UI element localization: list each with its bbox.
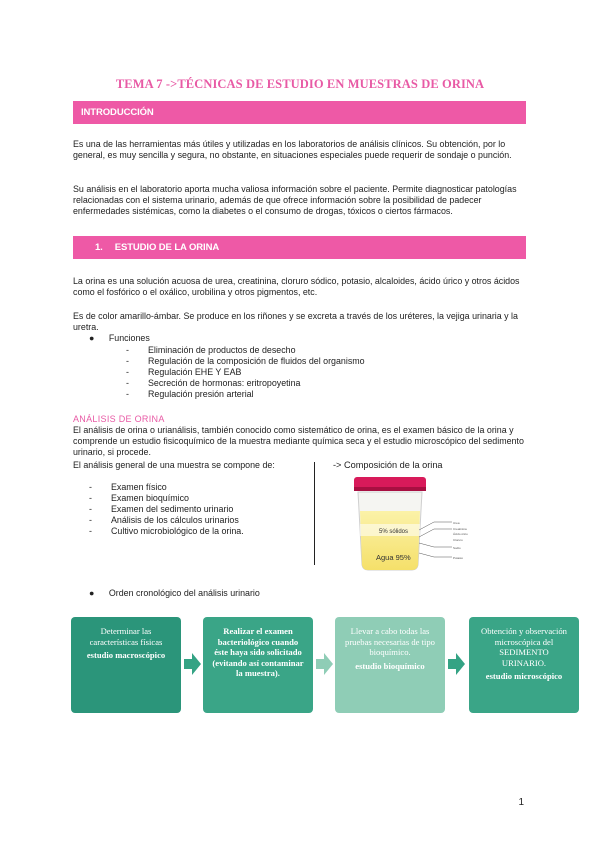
flow-step-bold: estudio microscópico bbox=[485, 671, 563, 681]
section-header-estudio bbox=[73, 236, 526, 259]
page-number: 1 bbox=[518, 797, 524, 808]
flow-step-text: Realizar el examen bacteriológico cuando éste haya sido solicitado (evitando así contaminar la muestra). bbox=[212, 626, 304, 678]
water-label: Agua 95% bbox=[376, 553, 411, 562]
annot-2: Creatinina bbox=[453, 527, 467, 531]
list-item-text: Examen del sedimento urinario bbox=[111, 504, 234, 514]
list-item bbox=[89, 482, 244, 493]
flow-step-text: Obtención y observación microscópica del SEDIMENTO URINARIO. bbox=[481, 626, 567, 668]
list-item bbox=[126, 345, 365, 356]
list-item-text: Eliminación de productos de desecho bbox=[148, 345, 296, 355]
list-item-text: Análisis de los cálculos urinarios bbox=[111, 515, 239, 525]
list-item-text: Examen bioquímico bbox=[111, 493, 189, 503]
functions-list bbox=[126, 345, 365, 400]
functions-label: Funciones bbox=[108, 333, 150, 343]
dash-marker: - bbox=[126, 356, 129, 366]
list-item bbox=[126, 367, 365, 378]
analysis-heading: ANÁLISIS DE ORINA bbox=[73, 414, 165, 424]
annot-4: Cloruro bbox=[453, 538, 463, 542]
dash-marker: - bbox=[89, 504, 92, 514]
column-divider bbox=[314, 462, 315, 565]
annot-1: Urea bbox=[453, 521, 460, 525]
composition-label: -> Composición de la orina bbox=[333, 460, 443, 470]
list-item bbox=[89, 493, 244, 504]
list-item bbox=[126, 378, 365, 389]
list-item bbox=[89, 515, 244, 526]
order-bullet bbox=[89, 588, 260, 598]
page-title: TEMA 7 ->TÉCNICAS DE ESTUDIO EN MUESTRAS DE ORINA bbox=[115, 77, 485, 91]
list-item-text: Regulación presión arterial bbox=[148, 389, 254, 399]
flow-step-2 bbox=[203, 617, 313, 713]
solids-label: 5% sólidos bbox=[379, 529, 409, 535]
components-list bbox=[89, 482, 244, 537]
annot-6: Potasio bbox=[453, 556, 464, 560]
urine-cup-illustration bbox=[349, 475, 489, 575]
section-number: 1. bbox=[95, 242, 103, 253]
intro-paragraph-1: Es una de las herramientas más útiles y utilizadas en los laboratorios de análisis clínicos. Su obtención, por lo general, es muy sencilla y segura, no obstante, en situaciones especiales puede requerir de sondaje o punción. bbox=[73, 139, 512, 160]
analysis-paragraph-1: El análisis de orina o urianálisis, también conocido como sistemático de orina, es el examen básico de la orina y comprende un estudio fisicoquímico de la muestra mediante química seca y el estudio microscópico del sedimento urinario, si procede. bbox=[73, 425, 524, 457]
dash-marker: - bbox=[126, 367, 129, 377]
dash-marker: - bbox=[89, 482, 92, 492]
order-label: Orden cronológico del análisis urinario bbox=[108, 588, 260, 598]
flow-step-text: Determinar las características físicas bbox=[89, 626, 163, 647]
flow-step-bold: estudio bioquímico bbox=[355, 660, 425, 671]
flow-step-1 bbox=[71, 617, 181, 713]
list-item-text: Regulación EHE Y EAB bbox=[148, 367, 242, 377]
list-item-text: Secreción de hormonas: eritropoyetina bbox=[148, 378, 301, 388]
list-item bbox=[89, 526, 244, 537]
list-item-text: Regulación de la composición de fluidos del organismo bbox=[148, 356, 365, 366]
flow-step-3 bbox=[335, 617, 445, 713]
section-header-introduccion bbox=[73, 101, 526, 124]
bullet-dot-icon: ● bbox=[89, 333, 95, 343]
list-item bbox=[126, 389, 365, 400]
dash-marker: - bbox=[126, 389, 129, 399]
functions-bullet bbox=[89, 333, 150, 343]
flow-arrow-icon bbox=[448, 652, 466, 676]
flow-step-text: Llevar a cabo todas las pruebas necesarias de tipo bioquímico. bbox=[345, 626, 435, 657]
flow-step-4 bbox=[469, 617, 579, 713]
intro-paragraph-2: Su análisis en el laboratorio aporta mucha valiosa información sobre el paciente. Permite diagnosticar patologías relacionadas con el sistema urinario, además de que ofrece información sobre la posibilidad de padecer enfermedades sistémicas, como la diabetes o el consumo de drogas, tóxicos o ciertos fármacos. bbox=[73, 184, 517, 216]
analysis-paragraph-2: El análisis general de una muestra se compone de: bbox=[73, 460, 275, 470]
list-item bbox=[126, 356, 365, 367]
dash-marker: - bbox=[89, 515, 92, 525]
urine-paragraph-1: La orina es una solución acuosa de urea, creatinina, cloruro sódico, potasio, alcaloides, ácido úrico y otros ácidos como el fosfórico o el oxálico, urobilina y otros pigmentos, etc. bbox=[73, 276, 520, 297]
dash-marker: - bbox=[126, 345, 129, 355]
flow-arrow-icon bbox=[316, 652, 334, 676]
flow-step-bold: estudio macroscópico bbox=[86, 650, 166, 660]
bullet-dot-icon: ● bbox=[89, 588, 95, 598]
annot-3: Ácido úrico bbox=[453, 532, 468, 536]
list-item bbox=[89, 504, 244, 515]
flow-arrow-icon bbox=[184, 652, 202, 676]
urine-paragraph-2: Es de color amarillo-ámbar. Se produce en los riñones y se excreta a través de los uréteres, la vejiga urinaria y la uretra. bbox=[73, 311, 518, 332]
list-item-text: Examen físico bbox=[111, 482, 167, 492]
annot-5: Sodio bbox=[453, 546, 461, 550]
dash-marker: - bbox=[126, 378, 129, 388]
dash-marker: - bbox=[89, 493, 92, 503]
dash-marker: - bbox=[89, 526, 92, 536]
section-header-label: ESTUDIO DE LA ORINA bbox=[114, 242, 220, 253]
list-item-text: Cultivo microbiológico de la orina. bbox=[111, 526, 244, 536]
section-header-label: INTRODUCCIÓN bbox=[81, 107, 154, 118]
